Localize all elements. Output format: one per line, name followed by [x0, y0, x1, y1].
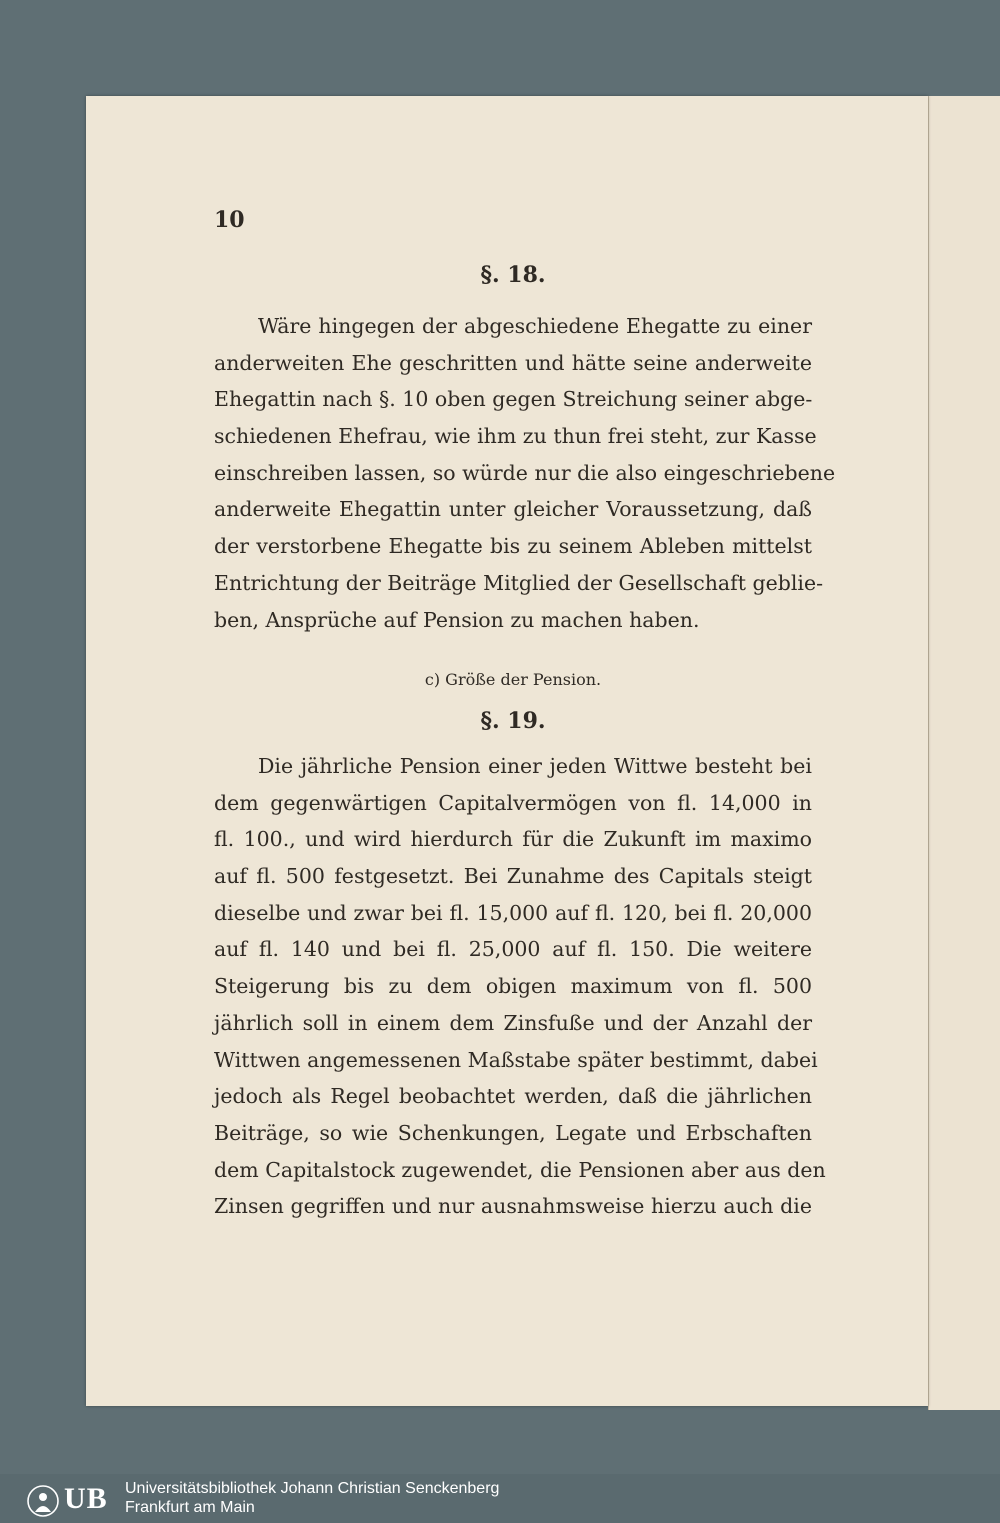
text-line: der verstorbene Ehegatte bis zu seinem Ableben mittelst: [214, 534, 812, 559]
text-line: Ehegattin nach §. 10 oben gegen Streichung seiner abge-: [214, 387, 813, 412]
text-line: dem gegenwärtigen Capitalvermögen von fl. 14,000 in: [214, 790, 812, 815]
paragraph-19: [214, 748, 826, 1225]
text-line: Beiträge, so wie Schenkungen, Legate und Erbschaften: [214, 1120, 812, 1145]
text-line: auf fl. 140 und bei fl. 25,000 auf fl. 150. Die weitere: [214, 937, 812, 962]
library-logo[interactable]: [26, 1484, 116, 1518]
next-page-edge: [928, 96, 1000, 1410]
text-line: einschreiben lassen, so würde nur die also eingeschriebene: [214, 460, 836, 485]
text-line: auf fl. 500 festgesetzt. Bei Zunahme des Capitals steigt: [214, 864, 812, 889]
paragraph-18: [214, 308, 836, 638]
text-line: jährlich soll in einem dem Zinsfuße und der Anzahl der: [214, 1010, 812, 1035]
text-line: Wäre hingegen der abgeschiedene Ehegatte zu einer: [258, 314, 812, 338]
library-city: Frankfurt am Main: [125, 1499, 255, 1516]
library-seal-icon: [26, 1484, 62, 1518]
text-line: Steigerung bis zu dem obigen maximum von fl. 500: [214, 974, 812, 999]
text-line: Wittwen angemessenen Maßstabe später bestimmt, dabei: [214, 1047, 818, 1072]
library-name: Universitätsbibliothek Johann Christian Senckenberg: [125, 1480, 500, 1497]
text-line: Entrichtung der Beiträge Mitglied der Gesellschaft geblie-: [214, 570, 824, 595]
text-line: ben, Ansprüche auf Pension zu machen haben.: [214, 607, 700, 632]
text-line: Die jährliche Pension einer jeden Wittwe besteht bei: [258, 754, 812, 778]
page-number: 10: [214, 207, 245, 233]
text-line: dieselbe und zwar bei fl. 15,000 auf fl. 120, bei fl. 20,000: [214, 900, 812, 925]
subheading-pension-size: c) Größe der Pension.: [424, 670, 602, 689]
text-line: anderweiten Ehe geschritten und hätte seine anderweite: [214, 350, 812, 375]
section-heading-18: §. 18.: [480, 262, 546, 288]
logo-text: UB: [64, 1482, 108, 1515]
text-line: schiedenen Ehefrau, wie ihm zu thun frei steht, zur Kasse: [214, 424, 817, 449]
text-line: dem Capitalstock zugewendet, die Pensionen aber aus den: [214, 1157, 826, 1182]
text-line: fl. 100., und wird hierdurch für die Zukunft im maximo: [214, 827, 812, 852]
text-line: jedoch als Regel beobachtet werden, daß die jährlichen: [214, 1084, 812, 1109]
section-heading-19: §. 19.: [480, 708, 546, 734]
library-footer: [0, 1474, 1000, 1523]
text-line: Zinsen gegriffen und nur ausnahmsweise hierzu auch die: [214, 1194, 812, 1219]
text-line: anderweite Ehegattin unter gleicher Voraussetzung, daß: [214, 497, 812, 522]
